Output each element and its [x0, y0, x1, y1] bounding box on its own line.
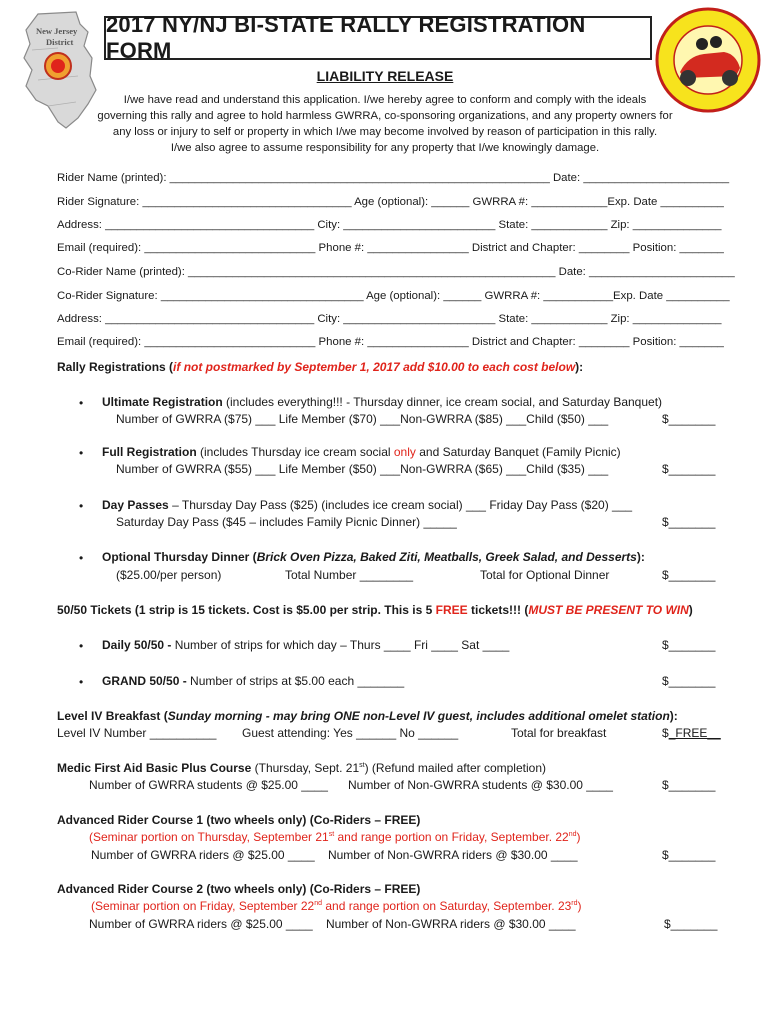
corider-signature-field[interactable]: Co-Rider Signature: ________________________________ Age (optional): ______ GWRRA #: ___________Exp. Date __________: [57, 290, 730, 302]
breakfast-heading: Level IV Breakfast (Sunday morning - may bring ONE non-Level IV guest, includes additional omelet station):: [57, 709, 678, 723]
rally-heading-label: Rally Registrations (: [57, 360, 174, 374]
saturday-pass-field[interactable]: Saturday Day Pass ($45 – includes Family Picnic Dinner) _____: [116, 515, 457, 529]
release-line: I/we have read and understand this application. I/we hereby agree to conform and comply with the ideals: [123, 94, 647, 106]
arc2-heading: Advanced Rider Course 2 (two wheels only) (Co-Riders – FREE): [57, 882, 421, 896]
arc1-heading: Advanced Rider Course 1 (two wheels only) (Co-Riders – FREE): [57, 813, 421, 827]
dinner-price: ($25.00/per person): [116, 568, 222, 582]
dinner-amount-field[interactable]: $_______: [662, 568, 716, 582]
day-pass-amount-field[interactable]: $_______: [662, 515, 716, 529]
dinner-total-number-field[interactable]: Total Number ________: [285, 568, 414, 582]
logo-bottom-text: District: [46, 37, 74, 47]
full-registration: Full Registration (includes Thursday ice cream social only and Saturday Banquet (Family Picnic): [102, 445, 621, 459]
release-line: I/we also agree to assume responsibility for any property that I/we knowingly damage.: [170, 142, 600, 154]
guest-attending-field[interactable]: Guest attending: Yes ______ No ______: [242, 726, 459, 740]
logo-top-text: New Jersey: [36, 26, 78, 36]
corider-name-field[interactable]: Co-Rider Name (printed): __________________________________________________________ Date: _______________________: [57, 266, 735, 278]
arc2-riders-field[interactable]: Number of GWRRA riders @ $25.00 ____ Number of Non-GWRRA riders @ $30.00 ____: [89, 917, 576, 931]
liability-heading: LIABILITY RELEASE: [316, 68, 454, 84]
breakfast-amount: $_FREE__: [662, 726, 721, 740]
corider-email-field[interactable]: Email (required): ___________________________ Phone #: ________________ District and Chapter: ________ Position: _______: [57, 336, 724, 348]
dinner-total-label: Total for Optional Dinner: [480, 568, 610, 582]
bullet-icon: •: [79, 396, 84, 410]
bullet-icon: •: [79, 499, 84, 513]
form-title-box: [104, 12, 652, 63]
late-fee-note: if not postmarked by September 1, 2017 add $10.00 to each cost below: [173, 360, 576, 374]
bullet-icon: •: [79, 551, 84, 565]
day-passes: Day Passes – Thursday Day Pass ($25) (includes ice cream social) ___ Friday Day Pass ($20) ___: [102, 498, 633, 512]
rally-registrations-heading: Rally Registrations (if not postmarked by September 1, 2017 add $10.00 to each cost below):: [57, 360, 584, 374]
form-title: 2017 NY/NJ BI-STATE RALLY REGISTRATION FORM: [106, 12, 586, 63]
rider-signature-field[interactable]: Rider Signature: _________________________________ Age (optional): ______ GWRRA #: ____________Exp. Date __________: [57, 196, 724, 208]
medic-course-heading: Medic First Aid Basic Plus Course (Thursday, Sept. 21st) (Refund mailed after completion): [57, 761, 546, 775]
medic-students-field[interactable]: Number of GWRRA students @ $25.00 ____ Number of Non-GWRRA students @ $30.00 ____: [89, 778, 613, 792]
grand-fifty-fifty-field[interactable]: GRAND 50/50 - Number of strips at $5.00 each _______: [102, 674, 405, 688]
fifty-fifty-heading: 50/50 Tickets (1 strip is 15 tickets. Cost is $5.00 per strip. This is 5 FREE tickets!!! (MUST BE PRESENT TO WIN): [57, 603, 693, 617]
breakfast-total-label: Total for breakfast: [511, 726, 607, 740]
ultimate-amount-field[interactable]: $_______: [662, 412, 716, 426]
full-amount-field[interactable]: $_______: [662, 462, 716, 476]
grand-fifty-amount-field[interactable]: $_______: [662, 674, 716, 688]
ultimate-registration: Ultimate Registration (includes everything!!! - Thursday dinner, ice cream social, and Saturday Banquet): [102, 395, 663, 409]
arc1-amount-field[interactable]: $_______: [662, 848, 716, 862]
release-line: any loss or injury to self or property in which I/we may become involved by reason of participation in this rally.: [112, 126, 658, 138]
ultimate-counts-field[interactable]: Number of GWRRA ($75) ___ Life Member ($70) ___Non-GWRRA ($85) ___Child ($50) ___: [116, 412, 609, 426]
arc2-amount-field[interactable]: $_______: [664, 917, 718, 931]
level-iv-number-field[interactable]: Level IV Number __________: [57, 726, 217, 740]
bullet-icon: •: [79, 639, 84, 653]
arc1-riders-field[interactable]: Number of GWRRA riders @ $25.00 ____ Number of Non-GWRRA riders @ $30.00 ____: [91, 848, 578, 862]
daily-fifty-fifty-field[interactable]: Daily 50/50 - Number of strips for which day – Thurs ____ Fri ____ Sat ____: [102, 638, 510, 652]
full-counts-field[interactable]: Number of GWRRA ($55) ___ Life Member ($50) ___Non-GWRRA ($65) ___Child ($35) ___: [116, 462, 609, 476]
arc1-schedule: (Seminar portion on Thursday, September 21st and range portion on Friday, September. 22nd): [89, 830, 581, 844]
rider-name-field[interactable]: Rider Name (printed): ____________________________________________________________ Date: _______________________: [57, 172, 730, 184]
release-line: governing this rally and agree to hold harmless GWRRA, co-sponsoring organizations, and any property owners for: [97, 110, 673, 122]
rider-address-field[interactable]: Address: _________________________________ City: ________________________ State: ____________ Zip: ______________: [57, 219, 722, 231]
corider-address-field[interactable]: Address: _________________________________ City: ________________________ State: ____________ Zip: ______________: [57, 313, 722, 325]
daily-fifty-amount-field[interactable]: $_______: [662, 638, 716, 652]
arc2-schedule: (Seminar portion on Friday, September 22nd and range portion on Saturday, September. 23rd): [91, 899, 582, 913]
liability-release-text: [60, 92, 710, 156]
optional-dinner: Optional Thursday Dinner (Brick Oven Pizza, Baked Ziti, Meatballs, Greek Salad, and Desserts):: [102, 550, 645, 564]
bullet-icon: •: [79, 675, 84, 689]
rider-email-field[interactable]: Email (required): ___________________________ Phone #: ________________ District and Chapter: ________ Position: _______: [57, 242, 724, 254]
medic-amount-field[interactable]: $_______: [662, 778, 716, 792]
bullet-icon: •: [79, 446, 84, 460]
